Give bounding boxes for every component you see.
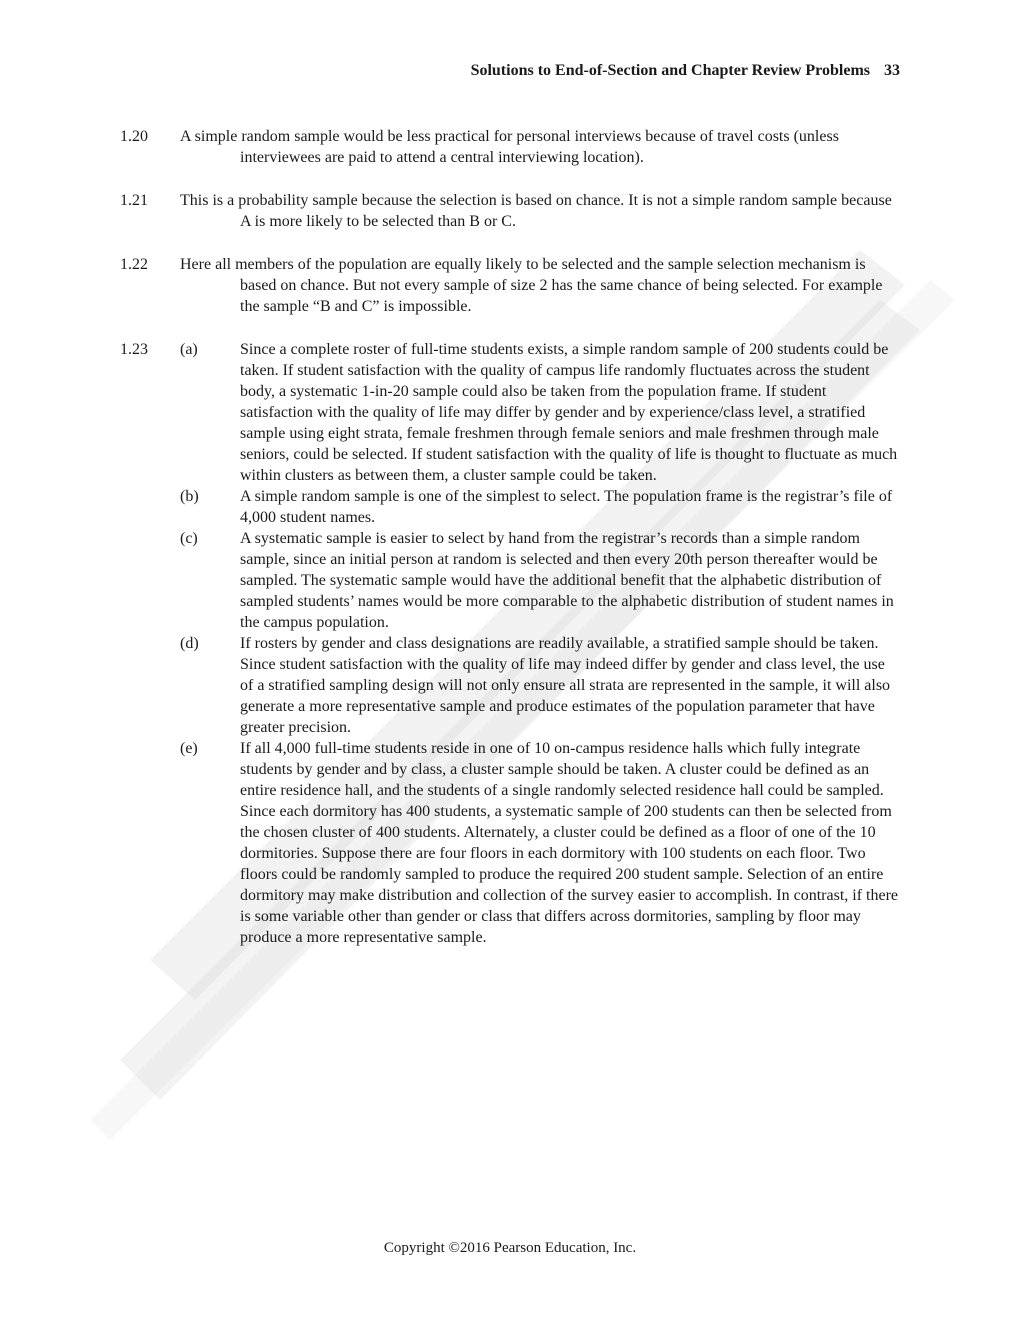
running-header bbox=[471, 62, 900, 80]
problem-number: 1.23 bbox=[120, 341, 148, 358]
part-label: (a) bbox=[180, 341, 198, 358]
problem-text: A simple random sample would be less practical for personal interviews because of travel costs (unless interviewees are paid to attend a central interviewing location). bbox=[180, 128, 839, 166]
problem-list bbox=[120, 126, 900, 970]
part-text: If all 4,000 full-time students reside in one of 10 on-campus residence halls which fully integrate students by gender and by class, a cluster sample should be taken. A cluster could be defined as an entire residence hall, and the students of a single randomly selected residence hall could be sampled. Since each dormitory has 400 students, a systematic sample of 200 students can then be selected from the chosen cluster of 400 students. Alternately, a cluster could be defined as a floor of one of the 10 dormitories. Suppose there are four floors in each dormitory with 100 students on each floor. Two floors could be randomly sampled to produce the required 200 student sample. Selection of an entire dormitory may make distribution and collection of the survey easier to accomplish. In contrast, if there is some variable other than gender or class that differs across dormitories, sampling by floor may produce a more representative sample. bbox=[240, 740, 899, 946]
problem-1-20 bbox=[120, 126, 900, 168]
part-c bbox=[180, 528, 900, 633]
part-e bbox=[180, 738, 900, 948]
page-number: 33 bbox=[884, 62, 900, 79]
part-label: (c) bbox=[180, 530, 198, 547]
part-label: (e) bbox=[180, 740, 198, 757]
problem-number: 1.21 bbox=[120, 192, 148, 209]
problem-1-21 bbox=[120, 190, 900, 232]
part-text: If rosters by gender and class designations are readily available, a stratified sample should be taken. Since student satisfaction with the quality of life may indeed differ by gender and class level, the use of a stratified sampling design will not only ensure all strata are represented in the sample, it will also generate a more representative sample and produce estimates of the population parameter that have greater precision. bbox=[240, 635, 891, 736]
header-title: Solutions to End-of-Section and Chapter Review Problems bbox=[470, 62, 870, 79]
problem-1-22 bbox=[120, 254, 900, 317]
problem-text: This is a probability sample because the selection is based on chance. It is not a simple random sample because A is more likely to be selected than B or C. bbox=[180, 192, 892, 230]
part-label: (d) bbox=[180, 635, 199, 652]
problem-number: 1.22 bbox=[120, 256, 148, 273]
part-text: A simple random sample is one of the simplest to select. The population frame is the registrar’s file of 4,000 student names. bbox=[240, 488, 893, 526]
part-d bbox=[180, 633, 900, 738]
problem-parts bbox=[180, 339, 900, 948]
part-b bbox=[180, 486, 900, 528]
part-text: A systematic sample is easier to select by hand from the registrar’s records than a simple random sample, since an initial person at random is selected and then every 20th person thereafter would be sampled. The systematic sample would have the additional benefit that the alphabetic distribution of sampled students’ names would be more comparable to the alphabetic distribution of student names in the campus population. bbox=[240, 530, 894, 631]
part-a bbox=[180, 339, 900, 486]
problem-text: Here all members of the population are equally likely to be selected and the sample selection mechanism is based on chance. But not every sample of size 2 has the same chance of being selected. For example the sample “B and C” is impossible. bbox=[180, 256, 883, 315]
copyright-footer: Copyright ©2016 Pearson Education, Inc. bbox=[383, 1240, 637, 1256]
problem-1-23 bbox=[120, 339, 900, 948]
part-text: Since a complete roster of full-time students exists, a simple random sample of 200 students could be taken. If student satisfaction with the quality of campus life randomly fluctuates across the student body, a systematic 1-in-20 sample could also be taken from the population frame. If student satisfaction with the quality of life may differ by gender and by experience/class level, a stratified sample using eight strata, female freshmen through female seniors and male freshmen through male seniors, could be selected. If student satisfaction with the quality of life is thought to fluctuate as much within clusters as between them, a cluster sample could be taken. bbox=[240, 341, 898, 484]
part-label: (b) bbox=[180, 488, 199, 505]
problem-number: 1.20 bbox=[120, 128, 148, 145]
